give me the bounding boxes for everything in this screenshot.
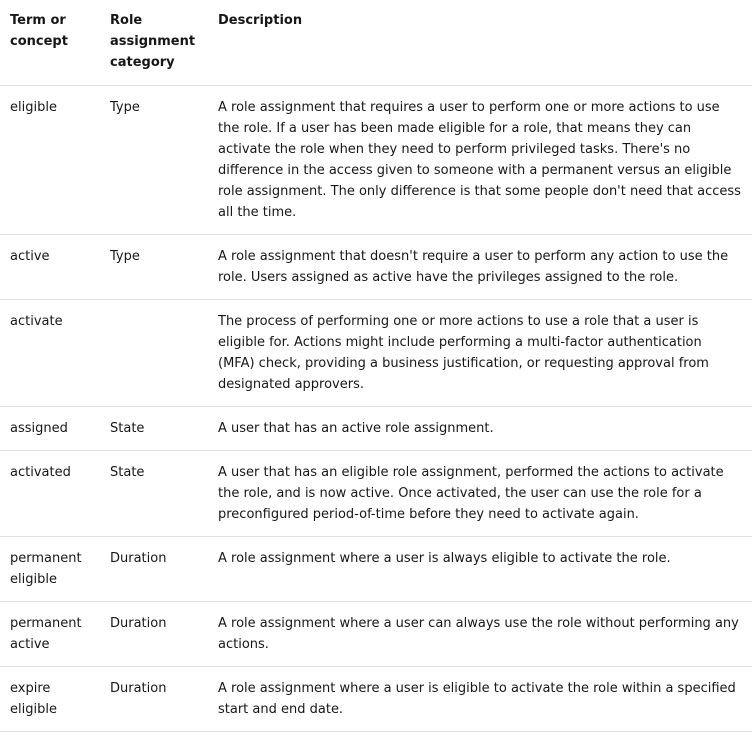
term-cell: expire eligible [0,667,100,732]
category-cell: Duration [100,602,208,667]
description-cell: A user that has an active role assignment. [208,407,752,451]
description-cell: A role assignment where a user can always use the role without performing any actions. [208,602,752,667]
category-cell: State [100,451,208,537]
header-description: Description [208,0,752,86]
table-row [0,602,752,667]
table-row [0,235,752,300]
term-cell: assigned [0,407,100,451]
category-cell: Duration [100,667,208,732]
category-cell [100,300,208,407]
table-row [0,537,752,602]
description-cell: A role assignment where a user is eligible to activate the role within a specified start and end date. [208,667,752,732]
term-cell: activated [0,451,100,537]
term-cell: permanent eligible [0,537,100,602]
header-category: Role assignment category [100,0,208,86]
term-cell: permanent active [0,602,100,667]
table-row [0,407,752,451]
category-cell: Type [100,235,208,300]
header-term: Term or concept [0,0,100,86]
description-cell: A role assignment that doesn't require a user to perform any action to use the role. Users assigned as active have the privileges assigned to the role. [208,235,752,300]
description-cell: A role assignment where a user is always eligible to activate the role. [208,537,752,602]
table-row [0,667,752,732]
category-cell: State [100,407,208,451]
description-cell: The process of performing one or more actions to use a role that a user is eligible for. Actions might include performing a multi-factor authentication (MFA) check, providing a business justification, or requesting approval from designated approvers. [208,300,752,407]
table-row [0,300,752,407]
description-cell: A role assignment that requires a user to perform one or more actions to use the role. If a user has been made eligible for a role, that means they can activate the role when they need to perform privileged tasks. There's no difference in the access given to someone with a permanent versus an eligible role assignment. The only difference is that some people don't need that access all the time. [208,86,752,235]
category-cell: Type [100,86,208,235]
description-cell: A user that has an eligible role assignment, performed the actions to activate the role, and is now active. Once activated, the user can use the role for a preconfigured period-of-time before they need to activate again. [208,451,752,537]
table-row [0,86,752,235]
term-cell: active [0,235,100,300]
term-cell: eligible [0,86,100,235]
table-row [0,451,752,537]
table-header-row [0,0,752,86]
category-cell: Duration [100,537,208,602]
term-cell: activate [0,300,100,407]
